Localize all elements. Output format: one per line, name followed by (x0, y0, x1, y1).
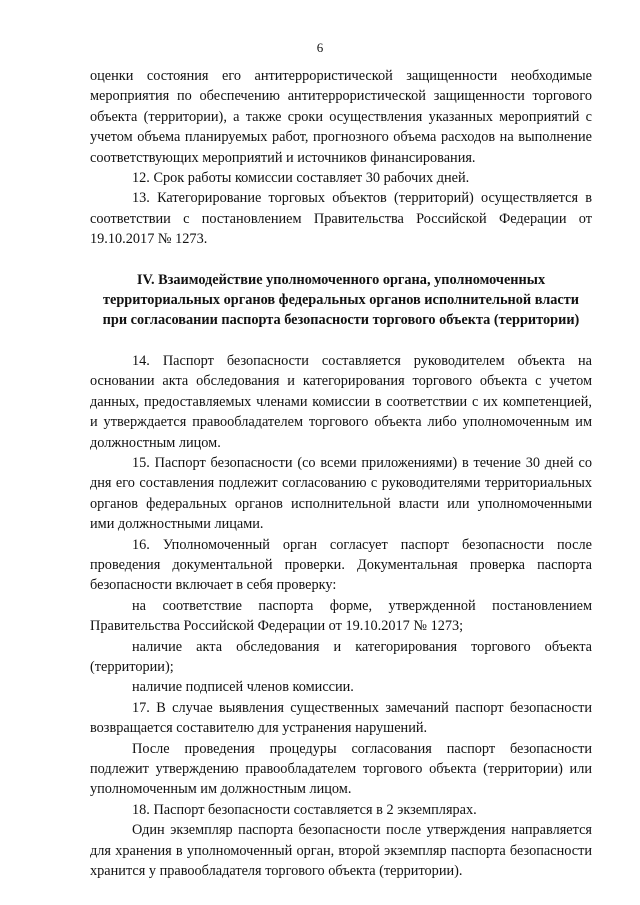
paragraph-18: 18. Паспорт безопасности составляется в 2 экземплярах. (132, 801, 477, 818)
paragraph-12: 12. Срок работы комиссии составляет 30 рабочих дней. (132, 170, 470, 187)
document-body (90, 66, 592, 881)
paragraph-16-item-act: наличие акта обследования и категорирования торгового объекта (территории); (90, 638, 592, 675)
paragraph-16-item-form: на соответствие паспорта форме, утвержденной постановлением Правительства Российской Федерации от 19.10.2017 № 1273; (90, 597, 592, 635)
paragraph-16: 16. Уполномоченный орган согласует паспорт безопасности после проведения документальной проверки. Документальная проверка паспорта безопасности включает в себя проверку: (90, 536, 592, 594)
paragraph-continuation: оценки состояния его антитеррористической защищенности необходимые мероприятия по обеспечению антитеррористической защищенности торгового объекта (территории), а также сроки осуществления указанных мероприятий с учетом объема планируемых работ, прогнозного объема расходов на выполнение соответствующих мероприятий и источников финансирования. (90, 68, 592, 166)
paragraph-13: 13. Категорирование торговых объектов (территорий) осуществляется в соответствии с постановлением Правительства Российской Федерации от 19.10.2017 № 1273. (90, 190, 592, 248)
paragraph-16-item-signatures: наличие подписей членов комиссии. (132, 679, 354, 696)
page-number: 6 (316, 40, 324, 55)
paragraph-18-copies: Один экземпляр паспорта безопасности после утверждения направляется для хранения в уполномоченный орган, второй экземпляр паспорта безопасности хранится у правообладателя торгового объекта (территории). (90, 822, 592, 880)
section-spacer (90, 250, 592, 270)
paragraph-17-approval: После проведения процедуры согласования паспорт безопасности подлежит утверждению правообладателем торгового объекта (территории) или уполномоченным им должностным лицом. (90, 740, 592, 798)
paragraph-14: 14. Паспорт безопасности составляется руководителем объекта на основании акта обследования и категорирования торгового объекта с учетом данных, предоставляемых членами комиссии в соответствии с их компетенцией, и утверждается правообладателем торгового объекта либо уполномоченным им должностным лицом. (90, 352, 592, 451)
section-heading: IV. Взаимодействие уполномоченного органа, уполномоченных территориальных органов федеральных органов исполнительной власти при согласовании паспорта безопасности торгового объекта (территории) (102, 271, 580, 329)
paragraph-15: 15. Паспорт безопасности (со всеми приложениями) в течение 30 дней со дня его составления подлежит согласованию с руководителями территориальных органов федеральных органов исполнительной власти или уполномоченными ими должностными лицами. (90, 454, 592, 533)
paragraph-17: 17. В случае выявления существенных замечаний паспорт безопасности возвращается составителю для устранения нарушений. (90, 699, 592, 737)
section-spacer (90, 331, 592, 351)
